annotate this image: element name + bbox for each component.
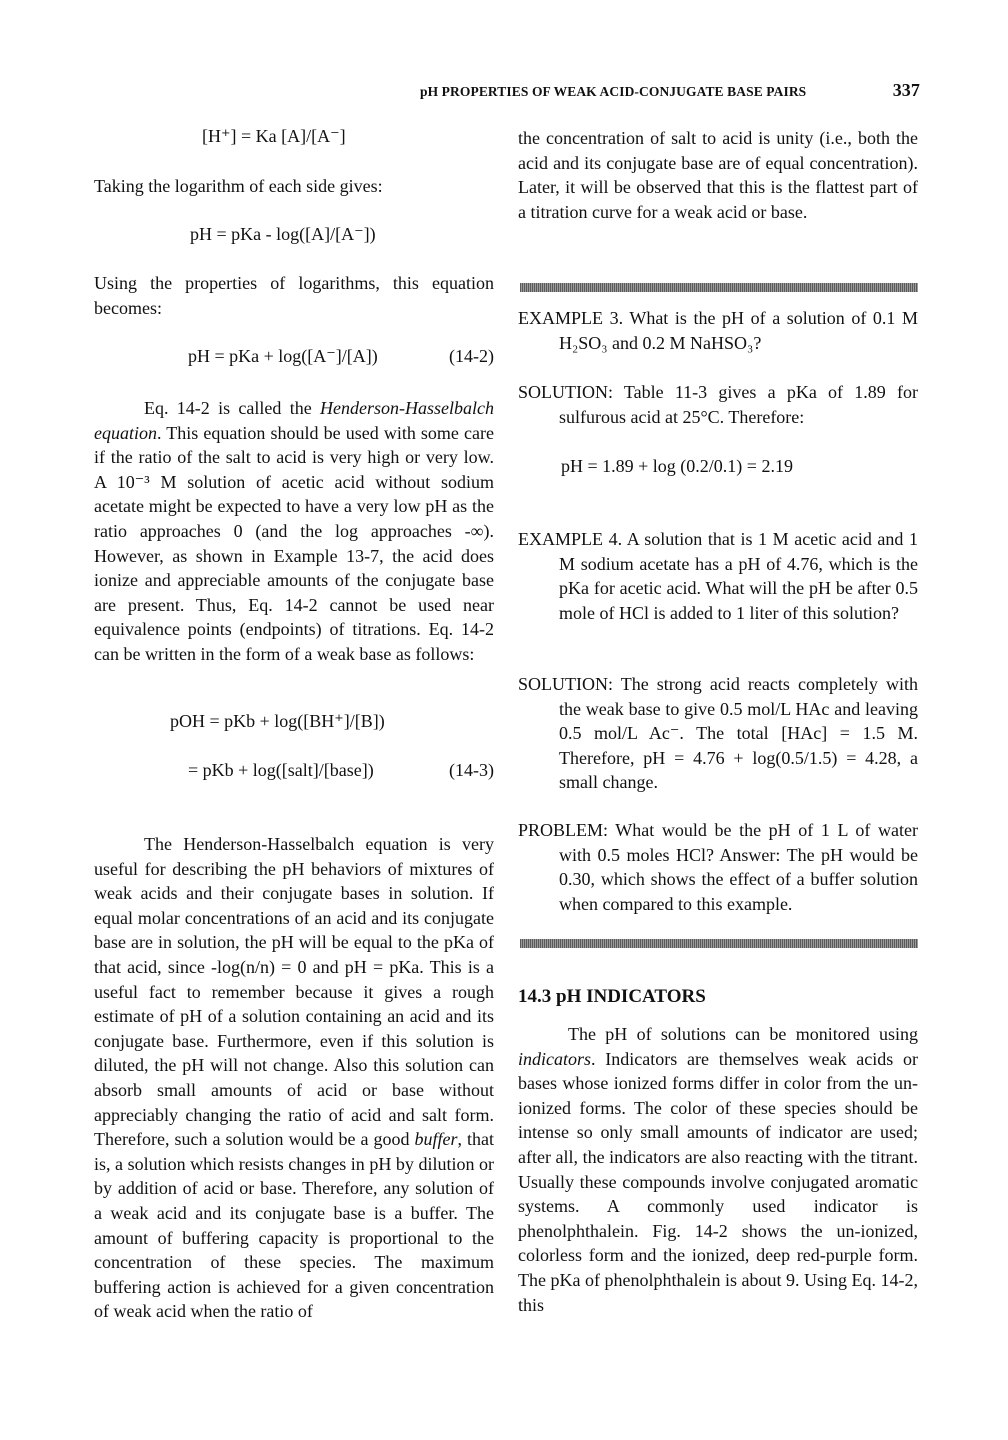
equation-number: (14-3) [449,760,494,780]
paragraph [94,396,494,667]
equation-body: = pKb + log([salt]/[base]) [188,760,374,780]
section-heading: 14.3 pH INDICATORS [518,986,706,1007]
text-run: , that is, a solution which resists changes in pH by dilution or by addition of acid or base. Therefore, any solution of a weak acid and its conjugate base is a buffer. The amount of buffering capacity is proportional to the concentration of these species. The maximum buffering action is achieved for a given concentration of weak acid when the ratio of [94,1129,494,1322]
text-run: The Henderson-Hasselbalch equation is very useful for describing the pH behaviors of mixtures of weak acids and their conjugate bases in solution. If equal molar concentrations of an acid and its conjugate base are in solution, the pH will be equal to the pKa of that acid, since -log(n/n) = 0 and pH = pKa. This is a useful fact to remember because it gives a rough estimate of pH of a solution containing an acid and its conjugate base. Furthermore, even if this solution is diluted, the pH will not change. Also this solution can absorb small amounts of acid or base without appreciably changing the ratio of acid and salt form. Therefore, such a solution would be a good [94,834,494,1150]
example-divider-bottom [520,939,918,948]
solution-text: SOLUTION: The strong acid reacts completely with the weak base to give 0.5 mol/L HAc and leaving 0.5 mol/L Ac⁻. The total [HAc] = 1.5 M. Therefore, pH = 4.76 + log(0.5/1.5) = 4.28, a small change. [518,674,918,793]
solution-4 [518,672,918,795]
example-3 [518,306,918,355]
italic-term: indicators [518,1048,592,1069]
paragraph [94,832,494,1324]
running-header [420,80,920,105]
solution-3 [518,380,918,429]
running-title: pH PROPERTIES OF WEAK ACID-CONJUGATE BASE PAIRS [420,84,807,99]
paragraph: the concentration of salt to acid is unity (i.e., both the acid and its conjugate base are of equal concentration). Later, it will be observed that this is the flattest part of a titration curve for a weak acid or base. [518,128,918,222]
paragraph [518,1022,918,1317]
equation-poh: pOH = pKb + log([BH⁺]/[B]) [170,711,385,731]
example-text: EXAMPLE 3. What is the pH of a solution of 0.1 M H₂SO₃ and 0.2 M NaHSO₃? [518,308,918,353]
equation-body: pH = pKa + log([A⁻]/[A]) [188,346,378,366]
problem-text: PROBLEM: What would be the pH of 1 L of water with 0.5 moles HCl? Answer: The pH would be 0.30, which shows the effect of a buffer solution when compared to this example. [518,820,918,914]
italic-term: Henderson-Hasselbalch equation [94,398,494,443]
solution-3-equation: pH = 1.89 + log (0.2/0.1) = 2.19 [561,456,793,476]
text-run: Eq. 14-2 is called the [144,398,321,418]
problem [518,818,918,916]
solution-text: SOLUTION: Table 11-3 gives a pKa of 1.89 for sulfurous acid at 25°C. Therefore: [518,382,918,427]
equation-14-2 [188,344,494,369]
equation-14-3 [188,758,494,783]
indicators-paragraph [518,1022,918,1317]
text-run: The pH of solutions can be monitored using [568,1024,918,1044]
example-divider-top [520,283,918,292]
example-text: EXAMPLE 4. A solution that is 1 M acetic acid and 1 M sodium acetate has a pH of 4.76, which is the pKa for acetic acid. What will the pH be after 0.5 mole of HCl is added to 1 liter of this solution? [518,529,918,623]
text-run: . This equation should be used with some care if the ratio of the salt to acid is very high or very low. A 10⁻³ M solution of acetic acid without sodium acetate might be expected to have a very low pH as the ratio approaches 0 (and the log approaches -∞). However, as shown in Example 13-7, the acid does ionize and appreciable amounts of the conjugate base are present. Thus, Eq. 14-2 cannot be used near equivalence points (endpoints) of titrations. Eq. 14-2 can be written in the form of a weak base as follows: [94,422,494,664]
italic-term: buffer [414,1129,458,1150]
equation-ph-minus: pH = pKa - log([A]/[A⁻]) [190,224,376,244]
example-4 [518,527,918,625]
text-run: . Indicators are themselves weak acids or bases whose ionized forms differ in color from the un-ionized forms. The color of these species should be intense so only small amounts of indicator are used; after all, the indicators are also reacting with the titrant. Usually these compounds involve conjugated aromatic systems. A commonly used indicator is phenolphthalein. Fig. 14-2 shows the un-ionized, colorless form and the ionized, deep red-purple form. The pKa of phenolphthalein is about 9. Using Eq. 14-2, this [518,1048,918,1315]
page-number: 337 [892,80,920,100]
paragraph: Using the properties of logarithms, this equation becomes: [94,273,494,318]
equation-number: (14-2) [449,346,494,366]
equation-h-plus: [H⁺] = Ka [A]/[A⁻] [202,126,346,146]
paragraph: Taking the logarithm of each side gives: [94,176,383,196]
